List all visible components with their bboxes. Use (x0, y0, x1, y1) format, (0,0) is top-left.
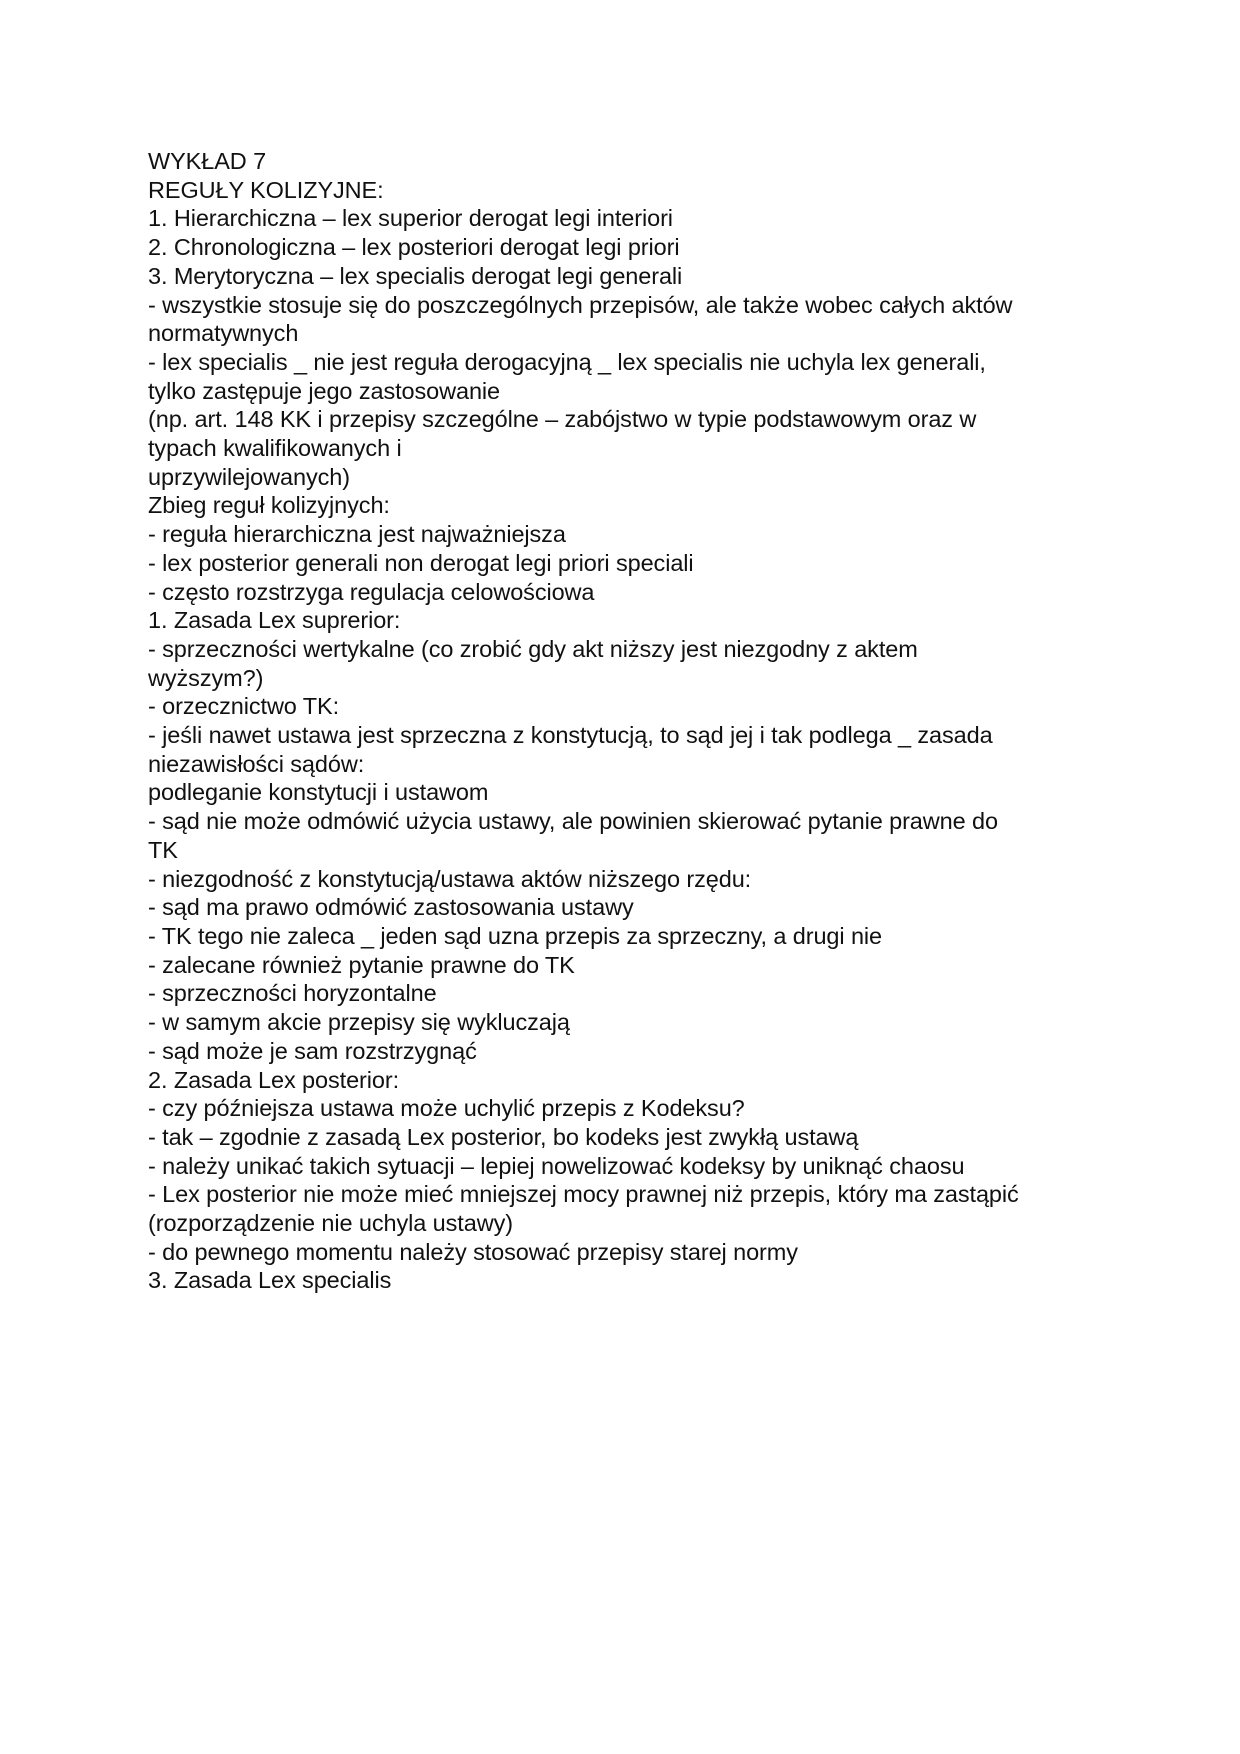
text-line: - należy unikać takich sytuacji – lepiej nowelizować kodeksy by uniknąć chaosu (148, 1152, 965, 1179)
text-line: 2. Chronologiczna – lex posteriori derogat legi priori (148, 234, 680, 261)
section-heading: REGUŁY KOLIZYJNE: (148, 176, 384, 203)
text-line: (rozporządzenie nie uchyla ustawy) (148, 1210, 513, 1237)
text-line: - sprzeczności horyzontalne (148, 980, 437, 1007)
text-line: (np. art. 148 KK i przepisy szczególne – zabójstwo w typie podstawowym oraz w (148, 406, 977, 433)
text-line: TK (148, 836, 178, 863)
text-line: - sąd nie może odmówić użycia ustawy, ale powinien skierować pytanie prawne do (148, 808, 998, 835)
text-line: 3. Zasada Lex specialis (148, 1267, 392, 1294)
text-line: - tak – zgodnie z zasadą Lex posterior, bo kodeks jest zwykłą ustawą (148, 1123, 859, 1150)
text-line: Zbieg reguł kolizyjnych: (148, 492, 390, 519)
lecture-title: WYKŁAD 7 (148, 148, 267, 174)
text-line: - reguła hierarchiczna jest najważniejsza (148, 521, 566, 548)
text-line: - zalecane również pytanie prawne do TK (148, 951, 575, 978)
text-line: - jeśli nawet ustawa jest sprzeczna z konstytucją, to sąd jej i tak podlega _ zasada (148, 722, 993, 749)
text-line: podleganie konstytucji i ustawom (148, 779, 489, 806)
text-line: - TK tego nie zaleca _ jeden sąd uzna przepis za sprzeczny, a drugi nie (148, 922, 883, 949)
text-line: 1. Zasada Lex suprerior: (148, 607, 401, 634)
text-line: niezawisłości sądów: (148, 750, 365, 777)
text-line: uprzywilejowanych) (148, 463, 350, 490)
text-line: tylko zastępuje jego zastosowanie (148, 377, 501, 404)
text-line: - lex posterior generali non derogat legi priori speciali (148, 549, 694, 576)
text-line: - sąd ma prawo odmówić zastosowania ustawy (148, 894, 634, 921)
text-line: - często rozstrzyga regulacja celowościowa (148, 578, 595, 605)
text-line: - w samym akcie przepisy się wykluczają (148, 1009, 570, 1036)
text-line: - czy późniejsza ustawa może uchylić przepis z Kodeksu? (148, 1095, 745, 1122)
text-line: - sąd może je sam rozstrzygnąć (148, 1037, 477, 1064)
text-line: 2. Zasada Lex posterior: (148, 1066, 400, 1093)
text-line: - sprzeczności wertykalne (co zrobić gdy akt niższy jest niezgodny z aktem (148, 635, 918, 662)
text-line: 1. Hierarchiczna – lex superior derogat legi interiori (148, 205, 673, 232)
text-line: normatywnych (148, 320, 299, 347)
text-line: typach kwalifikowanych i (148, 435, 402, 462)
text-line: - do pewnego momentu należy stosować przepisy starej normy (148, 1238, 798, 1265)
text-line: - niezgodność z konstytucją/ustawa aktów niższego rzędu: (148, 865, 752, 892)
text-line: wyższym?) (148, 664, 264, 691)
text-line: - lex specialis _ nie jest reguła derogacyjną _ lex specialis nie uchyla lex generali, (148, 348, 986, 375)
document-text (148, 147, 1118, 1295)
text-line: - wszystkie stosuje się do poszczególnych przepisów, ale także wobec całych aktów (148, 291, 1013, 318)
text-line: - orzecznictwo TK: (148, 693, 340, 720)
text-line: 3. Merytoryczna – lex specialis derogat legi generali (148, 262, 683, 289)
text-line: - Lex posterior nie może mieć mniejszej mocy prawnej niż przepis, który ma zastąpić (148, 1181, 1019, 1208)
